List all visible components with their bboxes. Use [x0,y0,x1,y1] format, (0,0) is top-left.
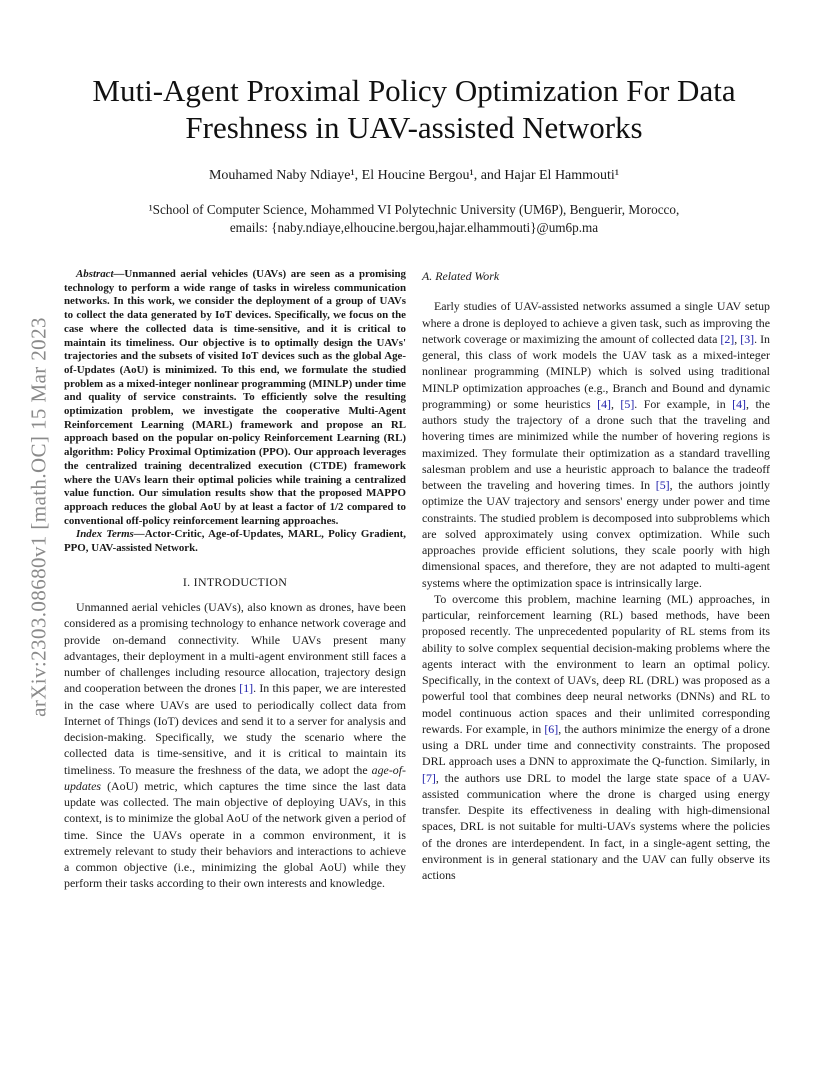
emails: emails: {naby.ndiaye,elhoucine.bergou,hajar.elhammouti}@um6p.ma [229,220,599,235]
text-run: Early studies of UAV-assisted networks assumed a single UAV setup where a drone is deployed to achieve a given task, such as improving the network coverage or maximizing the amount of collected data [422,299,770,346]
right-column [422,268,770,883]
arxiv-identifier: arXiv:2303.08680v1 [math.OC] 15 Mar 2023 [26,317,51,717]
left-column [64,268,406,892]
arxiv-sidebar [26,262,52,772]
citation-link[interactable]: [5] [655,478,670,492]
abstract-label: Abstract— [76,268,125,280]
citation-link[interactable]: [5] [620,396,635,411]
text-run: . For example, in [634,396,733,411]
affiliation-block [40,201,788,237]
citation-link[interactable]: [4] [732,396,747,411]
text-run: . In this paper, we are interested in the case where UAVs are used to periodically collect data from Internet of Things (IoT) devices and send it to a server for analysis and decision-making. Specifically, we study the scenario where the collected data is time-sensitive, and it is critical to maintain its timeliness. To measure the freshness of the data, we adopt the [64,681,407,777]
citation-link[interactable]: [2] [720,331,735,346]
index-terms-text: Actor-Critic, Age-of-Updates, MARL, Policy Gradient, PPO, UAV-assisted Network. [64,528,406,555]
paper-title: Muti-Agent Proximal Policy Optimization For Data Freshness in UAV-assisted Networks [92,73,736,145]
related-work-paragraph-1 [422,298,770,591]
affiliation: ¹School of Computer Science, Mohammed VI Polytechnic University (UM6P), Benguerir, Morocco, [148,202,680,217]
text-run: , [734,331,741,346]
citation-link[interactable]: [1] [239,681,254,696]
text-run: Unmanned aerial vehicles (UAVs), also known as drones, have been considered as a promising technology to enhance network coverage and provide on-demand connectivity. While UAVs present many advantages, their deployment in a multi-agent environment still faces a number of challenges including resource allocation, trajectory design and cooperation between the drones [64,600,406,696]
abstract [64,268,406,528]
emphasis-term: age-of-updates [64,762,406,793]
subsection-heading-related-work: A. Related Work [422,269,500,283]
citation-link[interactable]: [4] [597,396,611,411]
index-terms [64,528,406,555]
text-run: (AoU) metric, which captures the time since the last data update was collected. The main objective of deploying UAVs, in this context, is to minimize the global AoU of the network given a period of time. Since the UAVs operate in a common environment, it is extremely relevant to study their behaviors and interactions to achieve a common objective (i.e., minimizing the global AoU) while they perform their tasks according to their own interests and knowledge. [64,778,406,891]
text-run: , the authors use DRL to model the large state space of a UAV-assisted communication where the drone is charged using energy transfer. Despite its effectiveness in dealing with high-dimensional spaces, DRL is not suitable for multi-UAVs systems where the policies of the drones are interdependent. In fact, in a single-agent setting, the environment is in general stationary and the UAV can fully observe its actions [422,770,770,882]
author-list: Mouhamed Naby Ndiaye¹, El Houcine Bergou¹, and Hajar El Hammouti¹ [208,168,620,183]
citation-link[interactable]: [7] [422,770,436,785]
text-run: To overcome this problem, machine learning (ML) approaches, in particular, reinforcement learning (RL) based methods, have been proposed recently. The unprecedented popularity of RL stems from its ability to solve complex sequential decision-making problems where the agents interact with the environment to learn an optimal policy. Specifically, in the context of UAVs, deep RL (DRL) was proposed as a powerful tool that combines deep neural networks (DNNs) and RL to model continuous action spaces and their unlimited corresponding rewards. For example, in [422,591,770,736]
section-heading-introduction: I. INTRODUCTION [182,574,288,589]
text-run: . In general, this class of work models the UAV task as a mixed-integer nonlinear programming (MINLP) which is solved using traditional MINLP optimization approaches (e.g., Branch and Bound and dynamic programming) or some heuristics [422,331,770,411]
intro-paragraph [64,599,406,892]
abstract-text: Unmanned aerial vehicles (UAVs) are seen as a promising technology to perform a wide range of tasks in wireless communication networks. In this work, we consider the deployment of a group of UAVs to collect the data generated by IoT devices. Specifically, we focus on the case where the collected data is time-sensitive, and it is critical to maintain its timeliness. Our objective is to optimally design the UAVs' trajectories and the subsets of visited IoT devices such as the global Age-of-Updates (AoU) is minimized. To this end, we formulate the studied problem as a mixed-integer nonlinear programming (MINLP) under time and quality of service constraints. To efficiently solve the resulting optimization problem, we investigate the cooperative Multi-Agent Reinforcement Learning (MARL) framework and propose an RL approach based on the popular on-policy Reinforcement Learning (RL) algorithm: Policy Proximal Optimization (PPO). Our approach leverages the centralized training decentralized execution (CTDE) framework where the UAVs learn their optimal policies while training a centralized value function. Our simulation results show that the proposed MAPPO approach reduces the global AoU by at least a factor of 1/2 compared to conventional off-policy reinforcement learning approaches. [64,268,406,527]
text-run: , the authors jointly optimize the UAV trajectory and sensors' energy under power and time constraints. The studied problem is decomposed into subproblems which are solved approximately using convex optimization. While such approaches provide efficient solutions, they scale poorly with high dimensional spaces, and therefore, they are not adapted to multi-agent systems where the optimization space is intrinsically large. [422,478,770,590]
text-run: , the authors study the trajectory of a drone such that the traveling and hovering times are minimized while the number of hovering regions is maximized. They formulate their optimization as a standard travelling salesman problem and use a heuristic approach to balance the tradeoff between the traveling and hovering times. In [422,396,770,492]
related-work-paragraph-2 [422,591,770,884]
index-terms-label: Index Terms— [76,528,145,541]
text-run: , [610,396,621,411]
citation-link[interactable]: [3] [740,331,755,346]
text-run: , the authors minimize the energy of a drone using a DRL under time and connectivity constraints. The proposed DRL approach uses a DNN to approximate the Q-function. Similarly, in [422,721,770,769]
citation-link[interactable]: [6] [544,721,559,736]
